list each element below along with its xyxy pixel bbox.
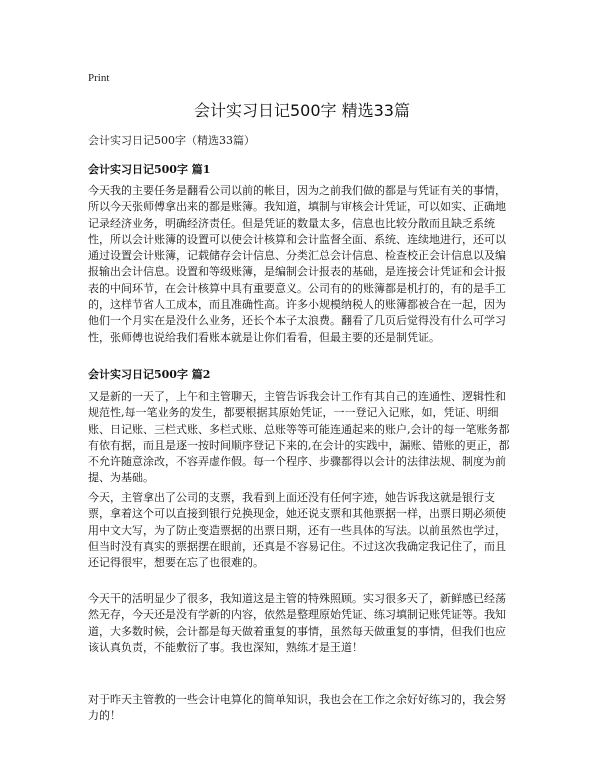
section-heading-1: 会计实习日记500字 篇1 [88,163,211,176]
section-1-paragraph-1: 今天我的主要任务是翻看公司以前的帐目，因为之前我们做的都是与凭证有关的事情，所以今天张师傅拿出来的都是账簿。我知道，填制与审核会计凭证，可以如实、正确地记录经济业务，明确经济责任。但是凭证的数量太多，信息也比较分散而且缺乏系统性，所以会计账簿的设置可以使会计核算和会计监督全面、系统、连续地进行，还可以通过设置会计账簿，记载储存会计信息、分类汇总会计信息、检查校正会计信息以及编报输出会计信息。设置和等级账簿，是编制会计报表的基础，是连接会计凭证和会计报表的中间环节，在会计核算中具有重要意义。公司有的的账簿都是机打的，有的是手工的，这样节省人工成本，而且准确性高。许多小规模纳税人的账簿都被合在一起，因为他们一个月实在是没什么业务，还长个本子太浪费。翻看了几页后觉得没有什么可学习性，张师傅也说给我们看账本就是让你们看看，但最主要的还是制凭证。 [88,184,506,344]
document-subtitle: 会计实习日记500字（精选33篇） [88,134,255,147]
section-2-paragraph-4: 对于昨天主管教的一些会计电算化的简单知识，我也会在工作之余好好练习的，我会努力的！ [88,693,506,723]
section-heading-2: 会计实习日记500字 篇2 [88,368,211,381]
document-title: 会计实习日记500字 精选33篇 [194,101,410,120]
section-2-paragraph-3: 今天干的活明显少了很多，我知道这是主管的特殊照顾。实习很多天了，新鲜感已经荡然无存，今天还是没有学新的内容，依然是整理原始凭证、练习填制记账凭证等。我知道，大多数时候，会计都是每天做着重复的事情，虽然每天做重复的事情，但我们也应该认真负责，不能敷衍了事。我也深知，熟练才是王道！ [88,592,506,654]
section-2-paragraph-2: 今天，主管拿出了公司的支票，我看到上面还没有任何字迹，她告诉我这就是银行支票，拿着这个可以直接到银行兑换现金，她还说支票和其他票据一样，出票日期必须使用中文大写，为了防止变造票据的出票日期，还有一些具体的写法。以前虽然也学过，但当时没有真实的票据摆在眼前，还真是不容易记住。不过这次我确定我记住了，而且还记得很牢，想要在忘了也很难的。 [88,491,506,570]
section-2-paragraph-1: 又是新的一天了，上午和主管聊天，主管告诉我会计工作有其自己的连通性、逻辑性和规范性,每一笔业务的发生，都要根据其原始凭证，一一登记入记账，如，凭证、明细账、日记账、三栏式账、多栏式账、总账等等可能连通起来的账户,会计的每一笔账务都有依有据，而且是逐一按时间顺序登记下来的,在会计的实践中，漏账、错账的更正，都不允许随意涂改，不容弄虚作假。每一个程序、步骤都得以会计的法律法规、制度为前提、为基础。 [88,390,510,485]
print-label: Print [88,72,110,84]
